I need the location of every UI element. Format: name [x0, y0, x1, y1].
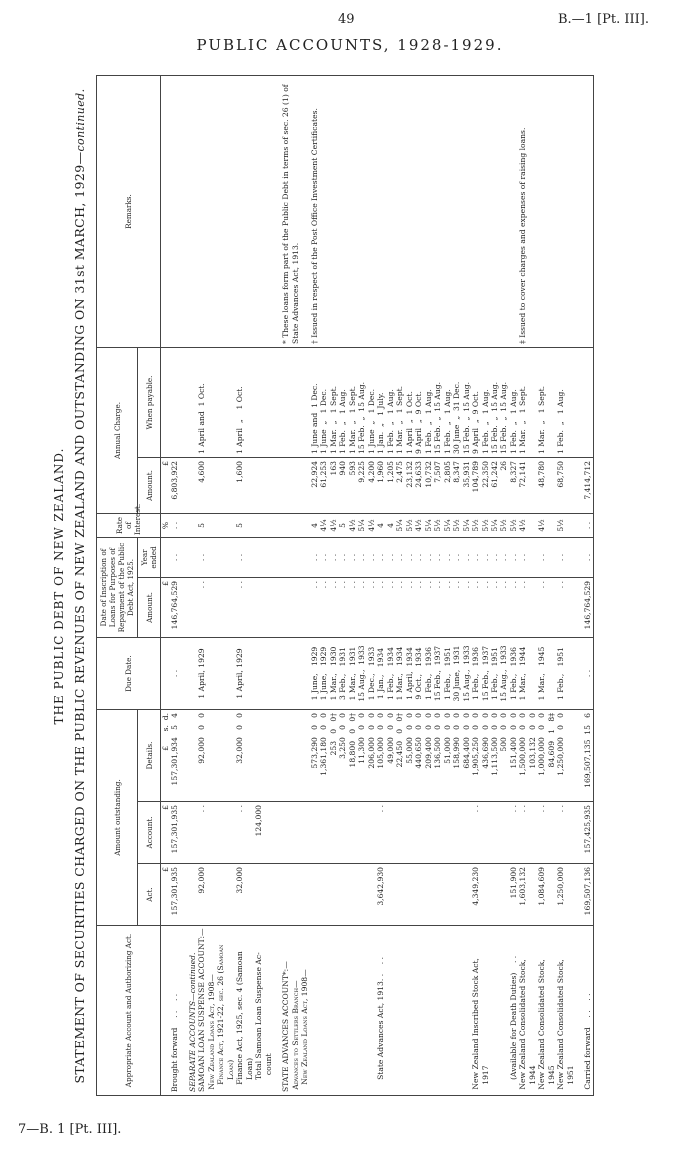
when-payable-cell: 1 Mar. „ 1 Sept.: [537, 347, 556, 457]
details-cell: [254, 710, 273, 802]
inscription-amount-cell: . .: [556, 578, 575, 638]
details-cell: 1,000,000 0 0 84,609 1 8‡: [537, 710, 556, 802]
rate-cell: 4 4¼ 4½ 5 4½ 5¼ 4½ 4 4 5¼ 5½ 4½ 5¼ 5½ 5¼: [310, 513, 452, 537]
act-cell: 1,250,000: [556, 864, 575, 926]
annual-amount-cell: [254, 457, 273, 513]
annual-amount-cell: 22,924 61,253 163 940 593 9,225 4,200 1,960 1,205 2,475 23,132 24,633 10,732 7,507 2,805: [310, 457, 452, 513]
details-cell: 151,400 0 0: [509, 710, 518, 802]
annual-amount-cell: 8,347 35,931 104,789 22,350 61,242 26: [452, 457, 509, 513]
inscription-amount-cell: . .: [537, 578, 556, 638]
remarks-cell: [556, 75, 575, 347]
remarks-cell: * These loans form part of the Public Debt in terms of sec. 26 (1) of State Advances Act, 1913.: [281, 75, 309, 347]
annual-amount-cell: 48,780: [537, 457, 556, 513]
remarks-cell: † Issued in respect of the Post Office Investment Certificates.: [310, 75, 452, 347]
unit-label: £: [161, 864, 171, 926]
table-row: [197, 75, 235, 1095]
table-row: [281, 75, 309, 1095]
year-ended-cell: [281, 537, 309, 577]
due-date-cell: 30 June, 1931 15 Aug., 1933 1 Feb., 1936 15 Feb., 1937 1 Feb., 1951 15 Aug., 1933: [452, 638, 509, 710]
rate-cell: 4½: [518, 513, 537, 537]
act-cell: 1,603,132: [518, 864, 537, 926]
account-amount-cell: 157,301,935: [170, 802, 179, 864]
annual-amount-cell: 4,600: [197, 457, 235, 513]
annual-amount-cell: [281, 457, 309, 513]
remarks-cell: [197, 75, 235, 347]
col-header-outstanding: Amount outstanding.: [97, 710, 138, 926]
due-date-cell: 1 Feb., 1951: [556, 638, 575, 710]
when-payable-cell: 1 April and 1 Oct.: [197, 347, 235, 457]
year-ended-cell: . .: [518, 537, 537, 577]
debt-statement-table-block: [52, 76, 672, 1096]
rate-cell: [254, 513, 273, 537]
table-row: [170, 75, 179, 1095]
due-date-cell: 1 Feb., 1936: [509, 638, 518, 710]
col-header-annual-charge: Annual Charge.: [97, 347, 138, 513]
act-cell: 151,900: [509, 864, 518, 926]
due-date-cell: 1 April, 1929: [197, 638, 235, 710]
table-row: [583, 75, 593, 1095]
year-ended-cell: . .: [197, 537, 235, 577]
inscription-amount-cell: . .: [518, 578, 537, 638]
details-cell: [281, 710, 309, 802]
inscription-amount-cell: 146,764,529: [583, 578, 593, 638]
securities-table: [96, 75, 594, 1096]
annual-amount-cell: 1,600: [235, 457, 254, 513]
col-header-when-payable: When payable.: [138, 347, 161, 457]
details-cell: 157,301,934 5 4: [170, 710, 179, 802]
account-amount-cell: 124,000: [254, 802, 273, 864]
due-date-cell: 1 April, 1929: [235, 638, 254, 710]
account-cell: Brought forward . . . .: [170, 926, 179, 1096]
due-date-cell: . .: [170, 638, 179, 710]
account-cell: New Zealand Consolidated Stock, 1944: [518, 926, 537, 1096]
section-heading: SEPARATE ACCOUNTS—continued.: [188, 926, 197, 1096]
account-amount-cell: . .: [509, 802, 518, 864]
details-cell: 1,250,000 0 0: [556, 710, 575, 802]
inscription-amount-cell: . .: [509, 578, 518, 638]
table-row: [310, 75, 452, 1095]
rate-cell: [281, 513, 309, 537]
unit-label: %: [161, 513, 171, 537]
when-payable-cell: 1 Feb. „ 1 Aug.: [556, 347, 575, 457]
annual-amount-cell: 8,327: [509, 457, 518, 513]
rate-cell: 4½: [537, 513, 556, 537]
account-amount-cell: . .: [556, 802, 575, 864]
account-amount-cell: . .: [197, 802, 235, 864]
inscription-amount-cell: [281, 578, 309, 638]
year-ended-cell: . . . . . . . . . . . .: [452, 537, 509, 577]
remarks-cell: [452, 75, 509, 347]
when-payable-cell: 1 Feb. „ 1 Aug.: [509, 347, 518, 457]
due-date-cell: 1 Mar., 1944: [518, 638, 537, 710]
table-row: [537, 75, 556, 1095]
rate-cell: 5½: [509, 513, 518, 537]
col-header-inscription-amount: Amount.: [138, 578, 161, 638]
account-amount-cell: . .: [235, 802, 254, 864]
year-ended-cell: . . . . . . . . . . . . . . . . . . . . . . . . . . . . . .: [310, 537, 452, 577]
col-header-rate: Rate of Interest.: [97, 513, 161, 537]
annual-amount-cell: 68,750: [556, 457, 575, 513]
remarks-cell: [254, 75, 273, 347]
due-date-cell: 1 Mar., 1945: [537, 638, 556, 710]
act-cell: 157,301,935: [170, 864, 179, 926]
act-cell: 1,084,609: [537, 864, 556, 926]
annual-amount-cell: 6,803,922: [170, 457, 179, 513]
details-cell: 158,990 0 0 684,400 0 0 1,905,250 0 0 436,690 0 0 1,113,500 0 0 500 0 0: [452, 710, 509, 802]
due-date-cell: 1 June, 1929 1 June, 1929 1 Mar., 1930 3 Feb., 1931 1 Mar., 1931 15 Aug., 1933 1 Dec., 1933 1 Jan., 1934 1 Feb., 1934 1 Mar., 1934 1 April, 1934 9 Oct., 1934 1 Feb., 1936 15 Feb., 1937 1 Feb., 1951: [310, 638, 452, 710]
col-header-act: Act.: [138, 864, 161, 926]
when-payable-cell: [281, 347, 309, 457]
document-reference: B.—1 [Pt. III].: [558, 12, 650, 27]
annual-amount-cell: 7,414,712: [583, 457, 593, 513]
details-cell: 92,000 0 0: [197, 710, 235, 802]
col-header-details: Details.: [138, 710, 161, 802]
col-header-remarks: Remarks.: [97, 75, 161, 347]
col-header-annual-amount: Amount.: [138, 457, 161, 513]
account-amount-cell: . .: [537, 802, 556, 864]
table-row: [556, 75, 575, 1095]
when-payable-cell: 1 June and 1 Dec. 1 June „ 1 Dec. 1 Mar. „ 1 Sept. 1 Feb. „ 1 Aug. 1 Mar. „ 1 Sept. 15 Feb. „ 15 Aug. 1 June „ 1 Dec. 1 Jan. „ 1 July. 1 Feb. „ 1 Aug. 1 Mar. „ 1 Sept. 1 April „ 1 Oct. 9 April „ 9 Oct. 1 Feb. „ 1 Aug. 15 Feb. „ 15 Aug. 1 Feb. „ 1 Aug.: [310, 347, 452, 457]
rate-cell: 5½: [556, 513, 575, 537]
inscription-amount-cell: 146,764,529: [170, 578, 179, 638]
rate-cell: . .: [583, 513, 593, 537]
act-cell: 4,349,230: [452, 864, 509, 926]
account-amount-cell: . .: [310, 802, 452, 864]
when-payable-cell: 30 June „ 31 Dec. 15 Feb. „ 15 Aug. 9 April „ 9 Oct. 1 Feb. „ 1 Aug. 15 Feb. „ 15 Aug. 15 Feb. „ 15 Aug.: [452, 347, 509, 457]
year-ended-cell: . .: [170, 537, 179, 577]
remarks-cell: ‡ Issued to cover charges and expenses of raising loans.: [518, 75, 537, 347]
page-number: 49: [338, 12, 355, 27]
page-footer: 7—B. 1 [Pt. III].: [18, 1122, 122, 1137]
act-cell: 92,000: [197, 864, 235, 926]
remarks-cell: [537, 75, 556, 347]
rate-cell: 5: [197, 513, 235, 537]
table-row: [518, 75, 537, 1095]
due-date-cell: [254, 638, 273, 710]
account-amount-cell: . .: [518, 802, 537, 864]
when-payable-cell: 1 April „ 1 Oct.: [235, 347, 254, 457]
year-ended-cell: . .: [537, 537, 556, 577]
table-row: [235, 75, 254, 1095]
year-ended-cell: . .: [556, 537, 575, 577]
col-header-inscription: Date of Inscription of Loans for Purposes of Repayment of the Public Debt Act, 1925.: [97, 537, 138, 637]
when-payable-cell: [254, 347, 273, 457]
table-subheading: STATEMENT OF SECURITIES CHARGED ON THE PUBLIC REVENUES OF NEW ZEALAND AND OUTSTANDING ON 31st MARCH, 1929—continued.: [72, 88, 87, 1084]
rate-cell: 5: [235, 513, 254, 537]
account-cell: New Zealand Consolidated Stock, 1945: [537, 926, 556, 1096]
rate-cell: . .: [170, 513, 179, 537]
unit-label: £ s. d.: [161, 710, 171, 802]
account-cell: SAMOAN LOAN SUSPENSE ACCOUNT:— New Zealand Loans Act, 1908— Finance Act, 1921-22, sec. 26 (Samoan Loan): [197, 926, 235, 1096]
page-title: PUBLIC ACCOUNTS, 1928-1929.: [196, 36, 504, 54]
inscription-amount-cell: . . . . . . . . . . . .: [452, 578, 509, 638]
act-cell: 3,642,930: [310, 864, 452, 926]
act-cell: 169,507,136: [583, 864, 593, 926]
year-ended-cell: [254, 537, 273, 577]
remarks-cell: [170, 75, 179, 347]
account-cell: Total Samoan Loan Suspense Ac- count: [254, 926, 273, 1096]
account-cell: New Zealand Inscribed Stock Act, 1917: [452, 926, 509, 1096]
due-date-cell: . .: [583, 638, 593, 710]
details-cell: 32,000 0 0: [235, 710, 254, 802]
units-row: [161, 75, 171, 1095]
account-cell: New Zealand Consolidated Stock, 1951: [556, 926, 575, 1096]
annual-amount-cell: 72,141: [518, 457, 537, 513]
account-cell: Carried forward . . . .: [583, 926, 593, 1096]
unit-label: £: [161, 802, 171, 864]
inscription-amount-cell: . .: [197, 578, 235, 638]
account-cell: (Available for Death Duties) . .: [509, 926, 518, 1096]
unit-label: £: [161, 578, 171, 638]
rate-cell: 5½ 5¼ 5½ 5½ 5¼ 5½: [452, 513, 509, 537]
table-heading: THE PUBLIC DEBT OF NEW ZEALAND.: [52, 447, 66, 725]
account-amount-cell: . .: [452, 802, 509, 864]
details-cell: 169,507,135 15 6: [583, 710, 593, 802]
table-row: [254, 75, 273, 1095]
remarks-cell: [583, 75, 593, 347]
col-header-due-date: Due Date.: [97, 638, 161, 710]
remarks-cell: [509, 75, 518, 347]
account-cell: Finance Act, 1925, sec. 4 (Samoan Loan): [235, 926, 254, 1096]
act-cell: [281, 864, 309, 926]
when-payable-cell: [170, 347, 179, 457]
account-amount-cell: [281, 802, 309, 864]
inscription-amount-cell: [254, 578, 273, 638]
col-header-account: Appropriate Account and Authorizing Act.: [97, 926, 161, 1096]
when-payable-cell: [583, 347, 593, 457]
year-ended-cell: . .: [235, 537, 254, 577]
table-row: [188, 75, 197, 1095]
when-payable-cell: 1 Mar. „ 1 Sept.: [518, 347, 537, 457]
remarks-cell: [235, 75, 254, 347]
details-cell: 573,290 0 0 1,361,180 0 0 253 0 0† 3,250 0 0 18,800 0 0† 11,300 0 0 206,000 0 0 105,000 0 0 49,000 0 0 22,450 0 0† 55,000 0 0 440,650 0 0 209,400 0 0 136,500 0 0 51,000 0 0: [310, 710, 452, 802]
account-amount-cell: 157,425,935: [583, 802, 593, 864]
act-cell: [254, 864, 273, 926]
account-cell: STATE ADVANCES ACCOUNT*:— Advances to Settlers Branch— New Zealand Loans Act, 1908—: [281, 926, 309, 1096]
table-row: [452, 75, 509, 1095]
table-row: [509, 75, 518, 1095]
col-header-account-amount: Account.: [138, 802, 161, 864]
act-cell: 32,000: [235, 864, 254, 926]
year-ended-cell: . .: [583, 537, 593, 577]
details-cell: 1,500,000 0 0 103,132 0 0: [518, 710, 537, 802]
year-ended-cell: . .: [509, 537, 518, 577]
due-date-cell: [281, 638, 309, 710]
col-header-year-ended: Year ended: [138, 537, 161, 577]
account-cell: State Advances Act, 1913. . . .: [310, 926, 452, 1096]
inscription-amount-cell: . .: [235, 578, 254, 638]
inscription-amount-cell: . . . . . . . . . . . . . . . . . . . . . . . . . . . . . .: [310, 578, 452, 638]
unit-label: £: [161, 457, 171, 513]
